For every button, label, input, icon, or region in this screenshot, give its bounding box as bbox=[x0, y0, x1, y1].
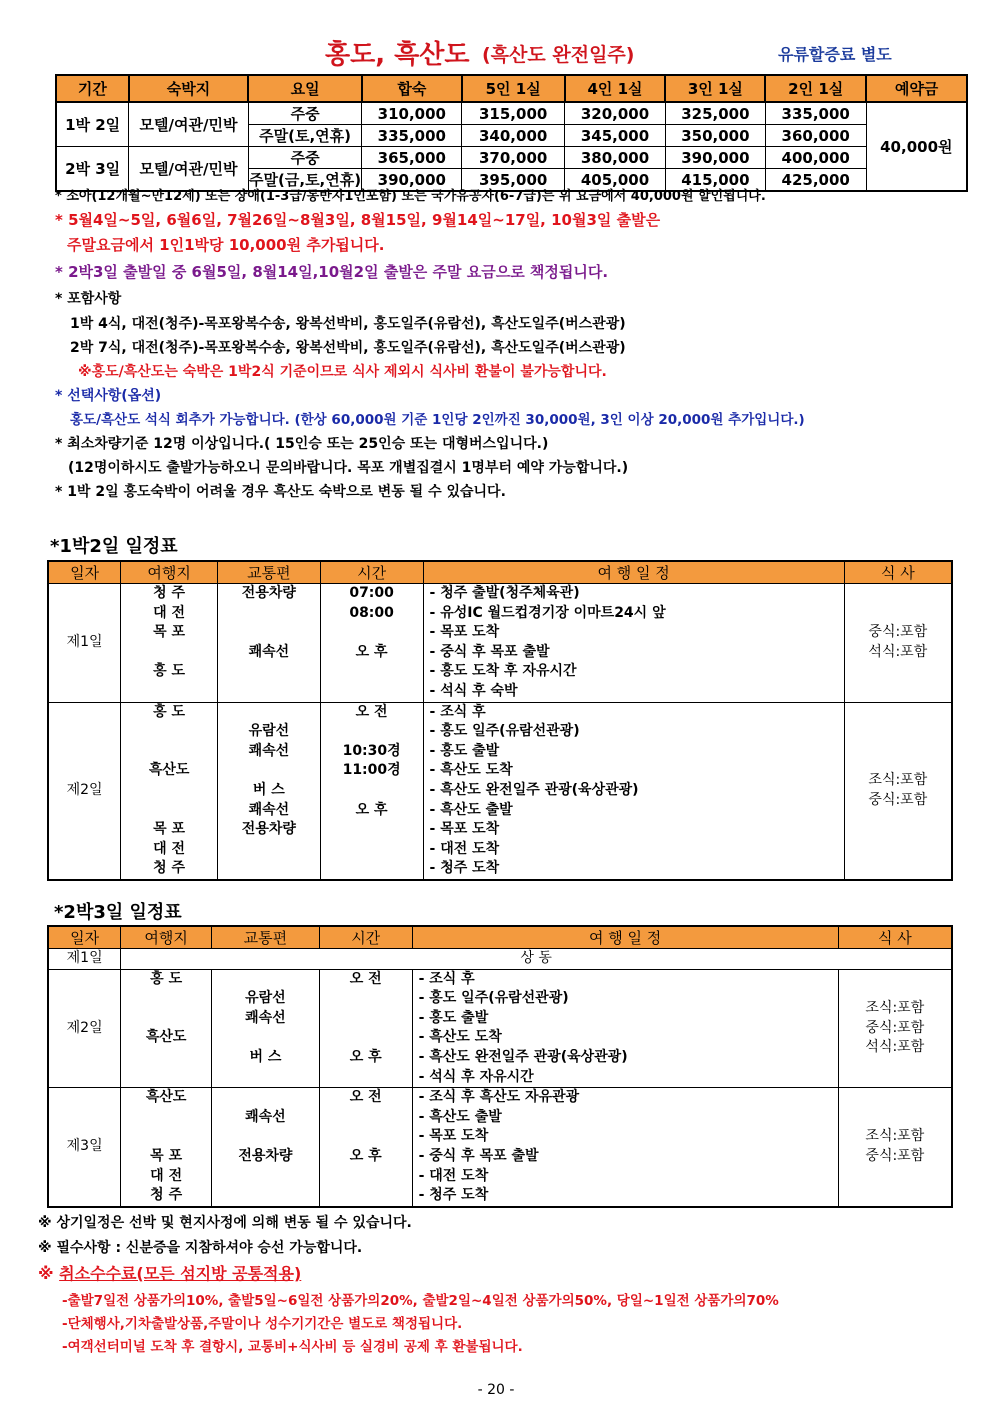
price-header-cell: 5인 1실 bbox=[462, 75, 565, 102]
cell-line: 쾌속선 bbox=[248, 643, 290, 660]
price-cell: 360,000 bbox=[765, 125, 866, 147]
cell-line bbox=[121, 989, 211, 1009]
cell-line bbox=[320, 1108, 412, 1128]
cell-line bbox=[320, 1068, 412, 1088]
places-cell bbox=[121, 1088, 212, 1207]
price-cell: 380,000 bbox=[565, 147, 666, 169]
schedule-header-cell: 시간 bbox=[319, 926, 412, 949]
cell-line: - 청주 도착 bbox=[429, 860, 500, 877]
time-cell bbox=[320, 702, 423, 880]
price-cell: 335,000 bbox=[765, 102, 866, 125]
price-header-cell: 합숙 bbox=[362, 75, 462, 102]
cell-line: 중식:포함 bbox=[868, 624, 928, 641]
cell-line: 버 스 bbox=[249, 1048, 282, 1065]
price-cell: 335,000 bbox=[362, 125, 462, 147]
cell-line: - 대전 도착 bbox=[418, 1167, 489, 1184]
schedule-header-cell: 일자 bbox=[48, 926, 121, 949]
time-cell bbox=[319, 969, 412, 1088]
option-text: 홍도/흑산도 석식 회추가 가능합니다. (한상 60,000원 기준 1인당 2인까진 30,000원, 3인 이상 20,000원 추가입니다.) bbox=[70, 412, 805, 428]
time-cell bbox=[320, 584, 423, 703]
cell-line: - 홍도 출발 bbox=[418, 1009, 489, 1026]
cancel-fee-refund: -여객선터미널 도착 후 결항시, 교통비+식사비 등 실경비 공제 후 환불됩니다. bbox=[62, 1339, 523, 1355]
cell-line bbox=[212, 1127, 319, 1147]
time-cell bbox=[319, 1088, 412, 1207]
day-label: 제1일 bbox=[48, 949, 121, 970]
cell-line: 대 전 bbox=[150, 1167, 183, 1184]
places-cell bbox=[121, 969, 212, 1088]
schedule-header-cell: 식 사 bbox=[844, 561, 952, 584]
cell-line bbox=[218, 623, 320, 643]
cancel-fee-rates: -출발7일전 상품가의10%, 출발5일~6일전 상품가의20%, 출발2일~4일전 상품가의50%, 당일~1일전 상품가의70% bbox=[62, 1293, 779, 1309]
price-cell: 405,000 bbox=[565, 169, 666, 192]
cancel-fee-mark: ※ bbox=[38, 1264, 60, 1283]
discount-note: * 소아(12개월~만12세) 또는 장애(1-3급/동반자1인포함) 또는 국가유공자(6-7급)는 위 요금에서 40,000원 할인됩니다. bbox=[55, 189, 766, 204]
cell-line: - 흑산도 도착 bbox=[429, 762, 513, 779]
schedule-day-row bbox=[48, 1088, 952, 1207]
schedule-header-cell: 여행지 bbox=[121, 561, 218, 584]
cell-line bbox=[121, 781, 217, 801]
cell-line: 흑산도 bbox=[145, 1089, 187, 1106]
cell-line bbox=[121, 682, 217, 702]
cell-line bbox=[321, 820, 423, 840]
cell-line: - 흑산도 출발 bbox=[418, 1108, 502, 1125]
cell-line bbox=[321, 781, 423, 801]
schedule-header-cell: 여행지 bbox=[121, 926, 212, 949]
cell-line: - 조식 후 흑산도 자유관광 bbox=[418, 1089, 580, 1106]
cell-line bbox=[212, 970, 319, 990]
transport-cell bbox=[212, 969, 320, 1088]
schedule-header-row bbox=[48, 561, 952, 584]
cell-line: - 청주 도착 bbox=[418, 1187, 489, 1204]
id-required-note: ※ 필수사항 : 신분증을 지참하셔야 승선 가능합니다. bbox=[38, 1240, 363, 1256]
min-people-note-2: (12명이하시도 출발가능하오니 문의바랍니다. 목포 개별집결시 1명부터 예약 가능합니다.) bbox=[68, 460, 629, 476]
min-people-note: * 최소차량기준 12명 이상입니다.( 15인승 또는 25인승 또는 대형버스입니다.) bbox=[55, 436, 549, 452]
page-number: - 20 - bbox=[477, 1382, 515, 1398]
cell-line: 오 후 bbox=[355, 801, 388, 818]
cell-line: - 흑산도 도착 bbox=[418, 1029, 502, 1046]
places-cell bbox=[121, 702, 218, 880]
places-cell bbox=[121, 584, 218, 703]
price-cell: 390,000 bbox=[362, 169, 462, 192]
day-label: 제1일 bbox=[48, 584, 121, 703]
cell-line: - 석식 후 숙박 bbox=[429, 682, 518, 699]
cell-line: - 중식 후 목포 출발 bbox=[429, 643, 550, 660]
cell-line: - 조식 후 bbox=[429, 703, 486, 720]
schedule-1-table bbox=[47, 560, 953, 881]
cell-line: - 조식 후 bbox=[418, 970, 475, 987]
period-cell: 1박 2일 bbox=[56, 102, 129, 147]
cell-line: 대 전 bbox=[153, 840, 186, 857]
cell-line bbox=[121, 643, 217, 663]
day-label: 제2일 bbox=[48, 969, 121, 1088]
cell-line bbox=[121, 801, 217, 821]
schedule-day-row bbox=[48, 702, 952, 880]
cell-line: 전용차량 bbox=[241, 585, 296, 601]
day-type-cell: 주중 bbox=[248, 147, 362, 169]
itinerary-cell bbox=[412, 969, 838, 1088]
cell-line bbox=[212, 1186, 319, 1206]
lodging-cell: 모텔/여관/민박 bbox=[129, 102, 249, 147]
meals-cell bbox=[844, 584, 952, 703]
schedule-header-cell: 교통편 bbox=[212, 926, 320, 949]
option-title: * 선택사항(옵션) bbox=[55, 388, 162, 404]
meals-cell bbox=[838, 1088, 952, 1207]
price-cell: 320,000 bbox=[565, 102, 666, 125]
cell-line: 목 포 bbox=[153, 821, 186, 838]
price-cell: 315,000 bbox=[462, 102, 565, 125]
cancel-fee-heading bbox=[38, 1261, 301, 1284]
cell-line bbox=[218, 604, 320, 624]
cell-line: - 흑산도 완전일주 관광(육상관광) bbox=[418, 1048, 628, 1065]
cell-line: 석식:포함 bbox=[868, 643, 928, 660]
schedule-header-cell: 여 행 일 정 bbox=[412, 926, 838, 949]
cell-line bbox=[320, 1167, 412, 1187]
cell-line bbox=[218, 682, 320, 702]
cell-line bbox=[321, 840, 423, 860]
period-cell: 2박 3일 bbox=[56, 147, 129, 192]
schedule-header-cell: 식 사 bbox=[838, 926, 952, 949]
cell-line: 목 포 bbox=[153, 624, 186, 641]
schedule-header-row bbox=[48, 926, 952, 949]
cell-line: 홍 도 bbox=[153, 663, 186, 680]
cell-line bbox=[218, 662, 320, 682]
cell-line bbox=[121, 1127, 211, 1147]
price-row bbox=[56, 147, 967, 169]
day-type-cell: 주말(금,토,연휴) bbox=[248, 169, 362, 192]
cell-line bbox=[321, 682, 423, 702]
deposit-cell: 40,000원 bbox=[866, 102, 967, 191]
cell-line: - 중식 후 목포 출발 bbox=[418, 1147, 539, 1164]
price-cell: 425,000 bbox=[765, 169, 866, 192]
transport-cell bbox=[217, 584, 320, 703]
cell-line: - 홍도 출발 bbox=[429, 742, 500, 759]
cell-line: 쾌속선 bbox=[248, 742, 290, 759]
price-cell: 395,000 bbox=[462, 169, 565, 192]
cell-line bbox=[121, 722, 217, 742]
page-title: 홍도, 흑산도 bbox=[325, 40, 470, 70]
price-header-cell: 2인 1실 bbox=[765, 75, 866, 102]
schedule-header-cell: 시간 bbox=[320, 561, 423, 584]
cell-line bbox=[321, 859, 423, 879]
schedule-change-note: ※ 상기일정은 선박 및 현지사정에 의해 변동 될 수 있습니다. bbox=[38, 1215, 412, 1231]
transport-cell bbox=[217, 702, 320, 880]
cell-line: 오 전 bbox=[355, 703, 388, 720]
day-type-cell: 주말(토,연휴) bbox=[248, 125, 362, 147]
cell-line: 홍 도 bbox=[150, 970, 183, 987]
cell-line: - 유성IC 월드컵경기장 이마트24시 앞 bbox=[429, 604, 666, 621]
schedule-day-row bbox=[48, 969, 952, 1088]
cell-line: - 홍도 일주(유람선관광) bbox=[418, 990, 569, 1007]
cell-line: 10:30경 bbox=[342, 742, 401, 759]
price-header-cell: 예약금 bbox=[866, 75, 967, 102]
cell-line: - 목포 도착 bbox=[429, 821, 500, 838]
cell-line bbox=[320, 1127, 412, 1147]
fuel-surcharge-note: 유류할증료 별도 bbox=[778, 45, 892, 64]
cell-line bbox=[218, 703, 320, 723]
cell-line: - 대전 도착 bbox=[429, 840, 500, 857]
cell-line: 청 주 bbox=[150, 1187, 183, 1204]
cell-line bbox=[321, 722, 423, 742]
price-table bbox=[55, 74, 968, 192]
price-row bbox=[56, 102, 967, 125]
cell-line bbox=[218, 840, 320, 860]
cell-line: 대 전 bbox=[153, 604, 186, 621]
cell-line: 오 후 bbox=[355, 643, 388, 660]
schedule-header-cell: 여 행 일 정 bbox=[423, 561, 844, 584]
cell-line: - 목포 도착 bbox=[418, 1128, 489, 1145]
meals-cell bbox=[844, 702, 952, 880]
schedule-header-cell: 일자 bbox=[48, 561, 121, 584]
cancel-fee-title: 취소수수료(모든 섬지방 공통적용) bbox=[59, 1264, 302, 1283]
cell-line: 유람선 bbox=[245, 990, 286, 1007]
cell-line bbox=[121, 742, 217, 762]
weekend-rate-note: * 2박3일 출발일 중 6월5일, 8월14일,10월2일 출발은 주말 요금으로 책정됩니다. bbox=[55, 263, 609, 281]
schedule-header-cell: 교통편 bbox=[217, 561, 320, 584]
cell-line: 11:00경 bbox=[342, 762, 401, 779]
cell-line bbox=[320, 1009, 412, 1029]
lodging-change-note: * 1박 2일 홍도숙박이 어려울 경우 흑산도 숙박으로 변동 될 수 있습니다. bbox=[55, 484, 506, 500]
price-header-cell: 4인 1실 bbox=[565, 75, 666, 102]
cell-line bbox=[320, 1028, 412, 1048]
cell-line bbox=[218, 761, 320, 781]
price-header-cell: 요일 bbox=[248, 75, 362, 102]
price-header-cell: 기간 bbox=[56, 75, 129, 102]
price-header-cell: 숙박지 bbox=[129, 75, 249, 102]
cell-line: 목 포 bbox=[150, 1147, 183, 1164]
price-header-cell: 3인 1실 bbox=[665, 75, 765, 102]
cell-line bbox=[212, 1167, 319, 1187]
included-title: * 포함사항 bbox=[55, 291, 122, 307]
cell-line bbox=[218, 859, 320, 879]
price-cell: 325,000 bbox=[665, 102, 765, 125]
price-header-row bbox=[56, 75, 967, 102]
price-cell: 350,000 bbox=[665, 125, 765, 147]
day-type-cell: 주중 bbox=[248, 102, 362, 125]
meal-refund-note: ※홍도/흑산도는 숙박은 1박2식 기준이므로 식사 제외시 식사비 환불이 불가능합니다. bbox=[78, 364, 607, 380]
cell-line: 전용차량 bbox=[241, 821, 296, 838]
cell-line: 조식:포함 bbox=[865, 1128, 925, 1145]
included-1n2d: 1박 4식, 대전(청주)-목포왕복수송, 왕복선박비, 홍도일주(유람선), 흑산도일주(버스관광) bbox=[70, 316, 626, 332]
cell-line bbox=[121, 1009, 211, 1029]
cell-line: - 흑산도 완전일주 관광(육상관광) bbox=[429, 781, 639, 798]
cell-line: - 석식 후 자유시간 bbox=[418, 1068, 534, 1085]
schedule-2-title: *2박3일 일정표 bbox=[54, 902, 182, 923]
schedule-day-row bbox=[48, 584, 952, 703]
surcharge-note-2: 주말요금에서 1인1박당 10,000원 추가됩니다. bbox=[67, 236, 385, 254]
same-as-above-cell: 상 동 bbox=[121, 949, 952, 970]
cell-line bbox=[320, 989, 412, 1009]
day-label: 제3일 bbox=[48, 1088, 121, 1207]
cell-line: 홍 도 bbox=[153, 703, 186, 720]
cell-line: 쾌속선 bbox=[245, 1009, 286, 1026]
cell-line: 오 전 bbox=[349, 1089, 382, 1106]
schedule-2-table bbox=[47, 925, 953, 1208]
cell-line: 오 전 bbox=[349, 970, 382, 987]
price-cell: 370,000 bbox=[462, 147, 565, 169]
lodging-cell: 모텔/여관/민박 bbox=[129, 147, 249, 192]
cell-line: - 홍도 일주(유람선관광) bbox=[429, 723, 580, 740]
cell-line bbox=[321, 623, 423, 643]
cell-line: 흑산도 bbox=[148, 762, 190, 779]
cell-line: 07:00 bbox=[349, 585, 394, 601]
cell-line: - 목포 도착 bbox=[429, 624, 500, 641]
cell-line bbox=[121, 1068, 211, 1088]
itinerary-cell bbox=[423, 584, 844, 703]
cell-line bbox=[121, 1048, 211, 1068]
itinerary-cell bbox=[423, 702, 844, 880]
cell-line bbox=[212, 1068, 319, 1088]
cell-line bbox=[121, 1108, 211, 1128]
cell-line bbox=[321, 662, 423, 682]
surcharge-note-1: * 5월4일~5일, 6월6일, 7월26일~8월3일, 8월15일, 9월14일~17일, 10월3일 출발은 bbox=[55, 211, 661, 229]
cell-line: 중식:포함 bbox=[865, 1147, 925, 1164]
cell-line: 오 후 bbox=[349, 1048, 382, 1065]
price-cell: 390,000 bbox=[665, 147, 765, 169]
price-cell: 310,000 bbox=[362, 102, 462, 125]
price-cell: 365,000 bbox=[362, 147, 462, 169]
price-cell: 345,000 bbox=[565, 125, 666, 147]
itinerary-cell bbox=[412, 1088, 838, 1207]
price-cell: 340,000 bbox=[462, 125, 565, 147]
cell-line: 청 주 bbox=[153, 860, 186, 877]
transport-cell bbox=[212, 1088, 320, 1207]
cell-line bbox=[212, 1088, 319, 1108]
price-cell: 400,000 bbox=[765, 147, 866, 169]
page-subtitle: (흑산도 완전일주) bbox=[482, 44, 635, 66]
title-row bbox=[0, 34, 992, 68]
cell-line: 중식:포함 bbox=[865, 1019, 925, 1036]
cell-line: 청 주 bbox=[153, 585, 186, 601]
schedule-day-row bbox=[48, 949, 952, 970]
cell-line: 쾌속선 bbox=[245, 1108, 286, 1125]
cell-line: 유람선 bbox=[248, 723, 290, 740]
cell-line: 전용차량 bbox=[238, 1147, 293, 1164]
cell-line: 쾌속선 bbox=[248, 801, 290, 818]
cell-line: 버 스 bbox=[252, 781, 285, 798]
cell-line: 흑산도 bbox=[145, 1029, 187, 1046]
price-cell: 415,000 bbox=[665, 169, 765, 192]
cell-line: 조식:포함 bbox=[865, 999, 925, 1016]
included-2n3d: 2박 7식, 대전(청주)-목포왕복수송, 왕복선박비, 홍도일주(유람선), 흑산도일주(버스관광) bbox=[70, 340, 626, 356]
cell-line: 석식:포함 bbox=[865, 1039, 925, 1056]
cell-line bbox=[320, 1186, 412, 1206]
cell-line: - 청주 출발(청주체육관) bbox=[429, 585, 580, 601]
cancel-fee-special: -단체행사,기차출발상품,주말이나 성수기기간은 별도로 책정됩니다. bbox=[62, 1316, 463, 1332]
cell-line: 오 후 bbox=[349, 1147, 382, 1164]
cell-line: - 홍도 도착 후 자유시간 bbox=[429, 663, 577, 680]
cell-line: 08:00 bbox=[349, 604, 394, 621]
meals-cell bbox=[838, 969, 952, 1088]
cell-line: 조식:포함 bbox=[868, 772, 928, 789]
cell-line: 중식:포함 bbox=[868, 791, 928, 808]
cell-line: - 흑산도 출발 bbox=[429, 801, 513, 818]
cell-line bbox=[212, 1028, 319, 1048]
day-label: 제2일 bbox=[48, 702, 121, 880]
schedule-1-title: *1박2일 일정표 bbox=[50, 536, 178, 557]
